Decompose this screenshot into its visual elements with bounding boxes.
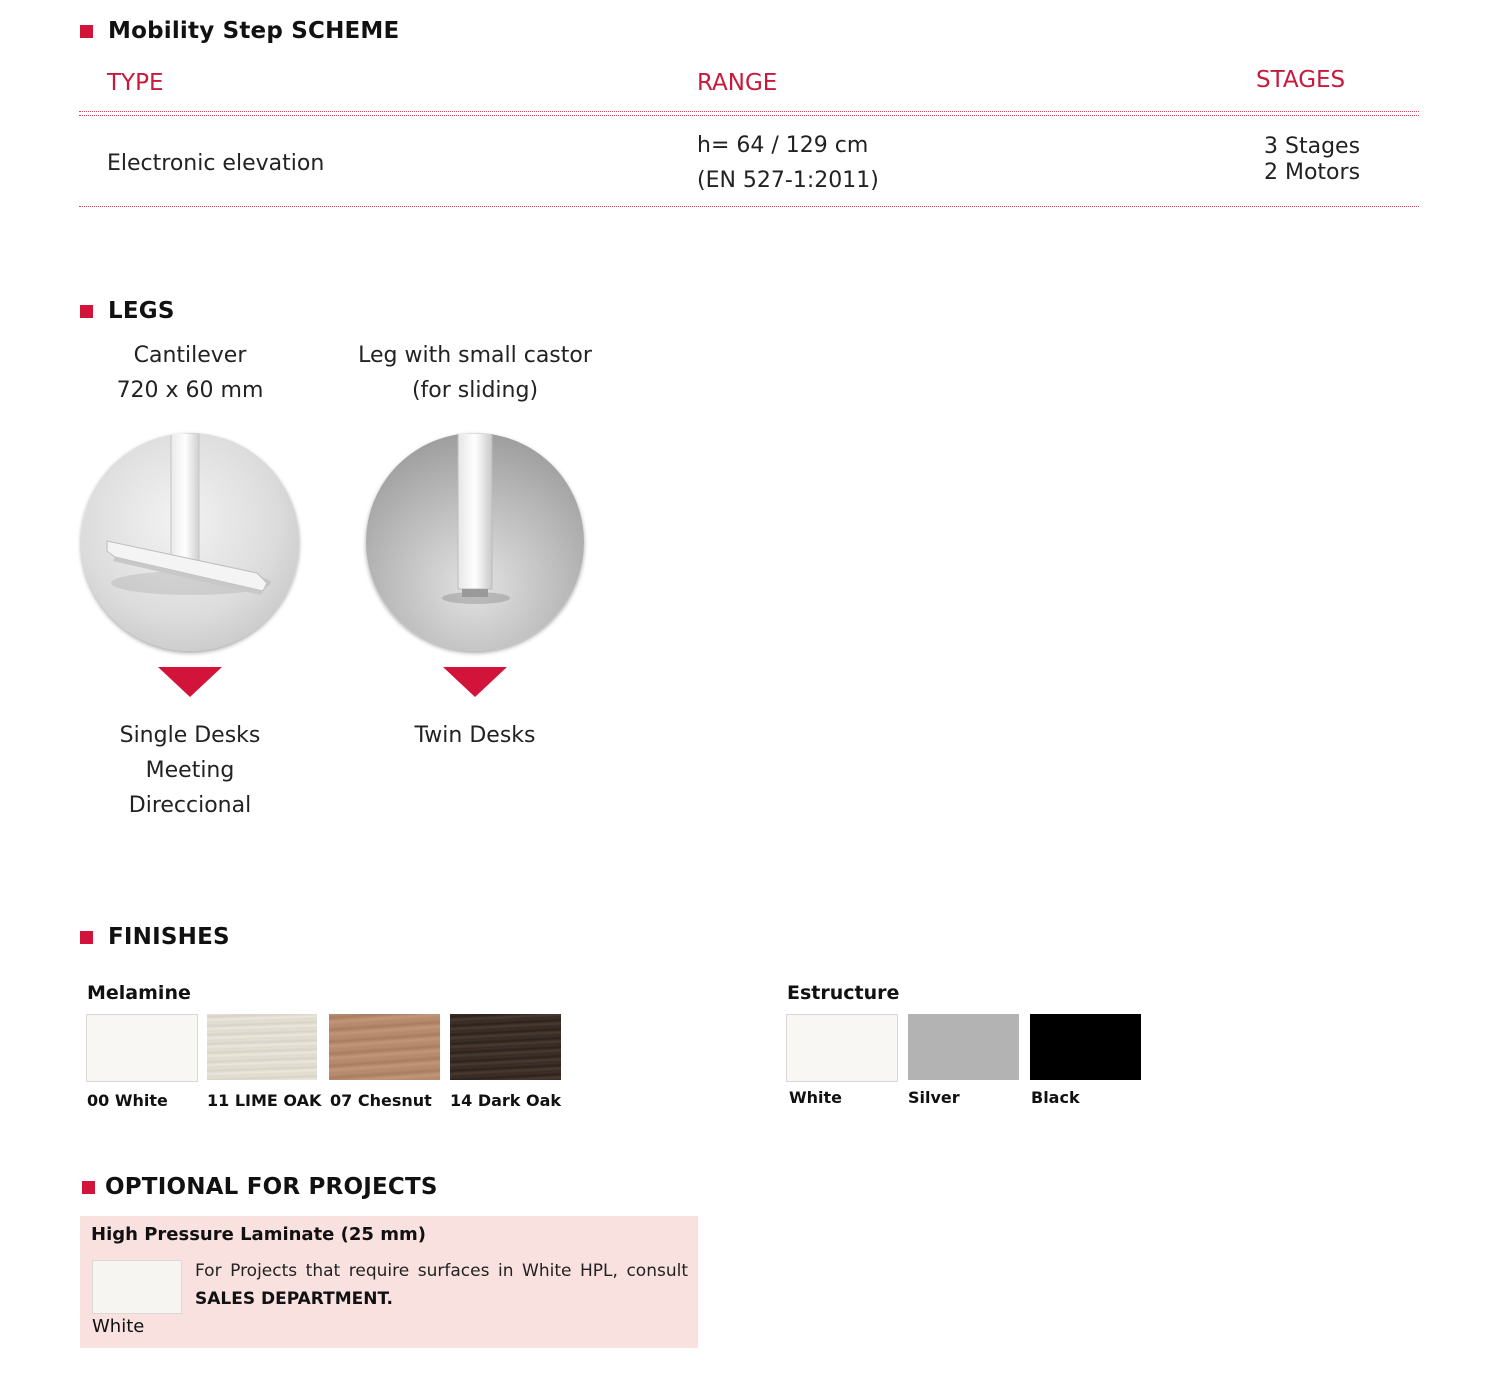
swatch-label-structure-white: White	[789, 1088, 843, 1107]
swatch-label-00-white: 00 White	[87, 1091, 168, 1110]
structure-label: Estructure	[787, 982, 900, 1004]
optional-hpl-box	[80, 1216, 698, 1348]
leg-cantilever-arrow-icon	[158, 667, 222, 697]
swatch-label-11-lime-oak: 11 LIME OAK	[207, 1091, 322, 1110]
hpl-title: High Pressure Laminate (25 mm)	[91, 1224, 426, 1245]
row-range-line2: (EN 527-1:2011)	[697, 168, 879, 193]
row-divider	[79, 206, 1419, 207]
swatch-14-dark-oak	[450, 1014, 561, 1080]
scheme-section-title	[80, 18, 399, 44]
swatch-label-14-dark-oak: 14 Dark Oak	[450, 1091, 562, 1110]
legs-title: LEGS	[108, 298, 175, 324]
swatch-label-structure-silver: Silver	[908, 1088, 960, 1107]
hpl-white-swatch	[92, 1260, 182, 1314]
leg-cantilever-size: 720 x 60 mm	[116, 378, 264, 403]
section-marker-icon	[82, 1181, 95, 1194]
row-type: Electronic elevation	[107, 151, 325, 176]
leg-castor-use-1: Twin Desks	[414, 723, 536, 748]
section-marker-icon	[80, 305, 93, 318]
header-range: RANGE	[697, 70, 778, 96]
swatch-label-07-chesnut: 07 Chesnut	[330, 1091, 432, 1110]
finishes-section-title	[80, 924, 230, 950]
header-divider-bottom	[79, 115, 1419, 116]
optional-section-title	[82, 1174, 438, 1200]
leg-cantilever-use-2: Meeting	[145, 758, 235, 783]
legs-section-title	[80, 298, 175, 324]
hpl-note: For Projects that require surfaces in White HPL, consult	[195, 1261, 688, 1281]
melamine-label: Melamine	[87, 982, 191, 1004]
castor-leg-illustration	[366, 433, 584, 651]
leg-cantilever-use-1: Single Desks	[119, 723, 261, 748]
swatch-structure-white	[786, 1014, 898, 1082]
row-range-line1: h= 64 / 129 cm	[697, 133, 869, 158]
section-marker-icon	[80, 25, 93, 38]
optional-title: OPTIONAL FOR PROJECTS	[105, 1174, 438, 1200]
swatch-07-chesnut	[329, 1014, 440, 1080]
leg-castor-note: (for sliding)	[411, 378, 539, 403]
swatch-label-structure-black: Black	[1031, 1088, 1080, 1107]
swatch-structure-silver	[908, 1014, 1019, 1080]
leg-castor-name: Leg with small castor	[358, 343, 592, 368]
finishes-title: FINISHES	[108, 924, 230, 950]
leg-cantilever-name: Cantilever	[133, 343, 247, 368]
row-stages-line2: 2 Motors	[1264, 160, 1361, 185]
cantilever-leg-image	[81, 433, 299, 651]
leg-cantilever-use-3: Direccional	[128, 793, 252, 818]
hpl-swatch-label: White	[92, 1316, 145, 1337]
section-marker-icon	[80, 931, 93, 944]
scheme-title: Mobility Step SCHEME	[108, 18, 400, 44]
swatch-11-lime-oak	[207, 1014, 317, 1080]
castor-leg-image	[366, 433, 584, 651]
header-divider-top	[79, 111, 1419, 112]
row-stages-line1: 3 Stages	[1264, 134, 1361, 159]
swatch-structure-black	[1030, 1014, 1141, 1080]
leg-castor-arrow-icon	[443, 667, 507, 697]
header-stages: STAGES	[1256, 67, 1346, 93]
swatch-00-white	[86, 1014, 198, 1082]
hpl-note-contact: SALES DEPARTMENT.	[195, 1289, 393, 1309]
header-type: TYPE	[107, 70, 164, 96]
cantilever-leg-illustration	[81, 433, 299, 651]
